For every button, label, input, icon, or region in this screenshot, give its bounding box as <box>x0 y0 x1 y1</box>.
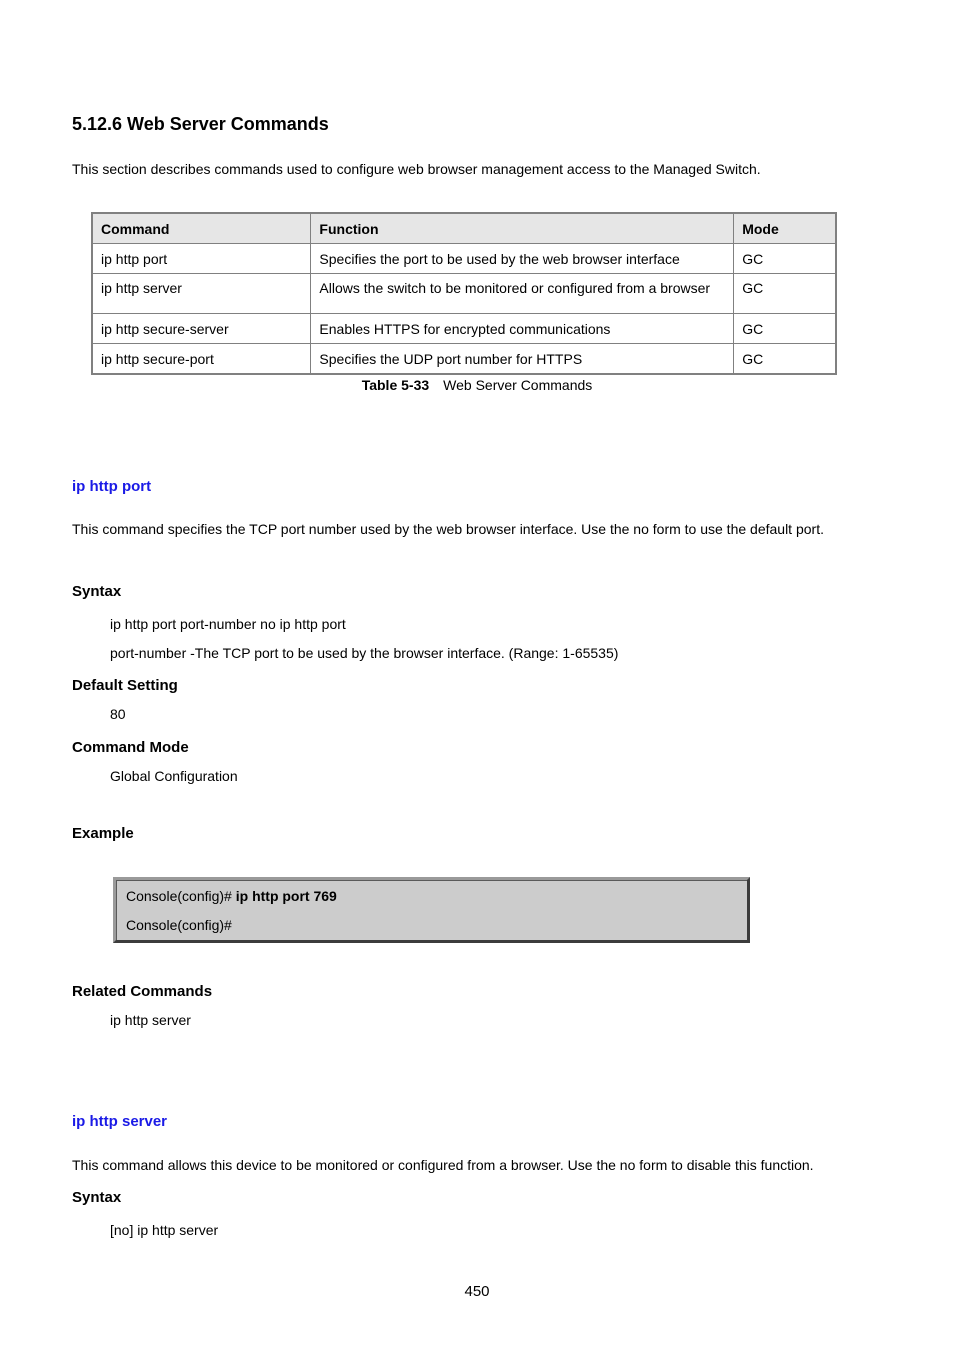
cell-function: Enables HTTPS for encrypted communications <box>311 314 734 344</box>
command-mode-heading: Command Mode <box>72 739 189 756</box>
table-caption <box>0 377 954 393</box>
example-heading: Example <box>72 825 134 842</box>
table-row <box>92 344 836 375</box>
cell-function: Specifies the port to be used by the web browser interface <box>311 244 734 274</box>
intro-paragraph: This section describes commands used to configure web browser management access to the Managed Switch. <box>72 161 761 177</box>
table-row <box>92 244 836 274</box>
command-description: This command allows this device to be monitored or configured from a browser. Use the no form to disable this function. <box>72 1157 814 1173</box>
cell-command: ip http secure-port <box>92 344 311 375</box>
command-title-ip-http-port: ip http port <box>72 478 152 495</box>
cell-command: ip http port <box>92 244 311 274</box>
table-row <box>92 314 836 344</box>
header-function: Function <box>311 213 734 244</box>
command-title-ip-http-server: ip http server <box>72 1113 168 1130</box>
syntax-line: [no] ip http server <box>110 1222 219 1238</box>
cell-command: ip http server <box>92 274 311 314</box>
cell-mode: GC <box>734 274 836 314</box>
console-line <box>126 888 337 904</box>
table-row <box>92 274 836 314</box>
syntax-parameter: port-number -The TCP port to be used by the browser interface. (Range: 1-65535) <box>110 645 619 661</box>
console-line <box>126 917 232 933</box>
table-header-row <box>92 213 836 244</box>
cell-mode: GC <box>734 344 836 375</box>
cell-function: Allows the switch to be monitored or configured from a browser <box>311 274 734 314</box>
syntax-heading: Syntax <box>72 583 122 600</box>
cell-function: Specifies the UDP port number for HTTPS <box>311 344 734 375</box>
console-prompt: Console(config)# <box>126 917 232 933</box>
header-mode: Mode <box>734 213 836 244</box>
table-caption-text: Web Server Commands <box>443 377 593 393</box>
syntax-line: ip http port port-number no ip http port <box>110 616 346 632</box>
console-example-box <box>113 877 750 943</box>
console-command: ip http port 769 <box>235 888 337 904</box>
cell-mode: GC <box>734 314 836 344</box>
default-setting-value: 80 <box>110 706 126 722</box>
related-commands-heading: Related Commands <box>72 983 213 1000</box>
cell-mode: GC <box>734 244 836 274</box>
web-server-commands-table <box>91 212 837 375</box>
related-command: ip http server <box>110 1012 191 1028</box>
default-setting-heading: Default Setting <box>72 677 178 694</box>
cell-command: ip http secure-server <box>92 314 311 344</box>
header-command: Command <box>92 213 311 244</box>
command-description: This command specifies the TCP port number used by the web browser interface. Use the no form to use the default port. <box>72 521 824 537</box>
table-caption-label: Table 5-33 <box>361 377 430 393</box>
page-number: 450 <box>464 1283 490 1300</box>
section-title: 5.12.6 Web Server Commands <box>72 114 329 134</box>
syntax-heading: Syntax <box>72 1189 122 1206</box>
console-prompt: Console(config)# <box>126 888 236 904</box>
command-mode-value: Global Configuration <box>110 768 238 784</box>
